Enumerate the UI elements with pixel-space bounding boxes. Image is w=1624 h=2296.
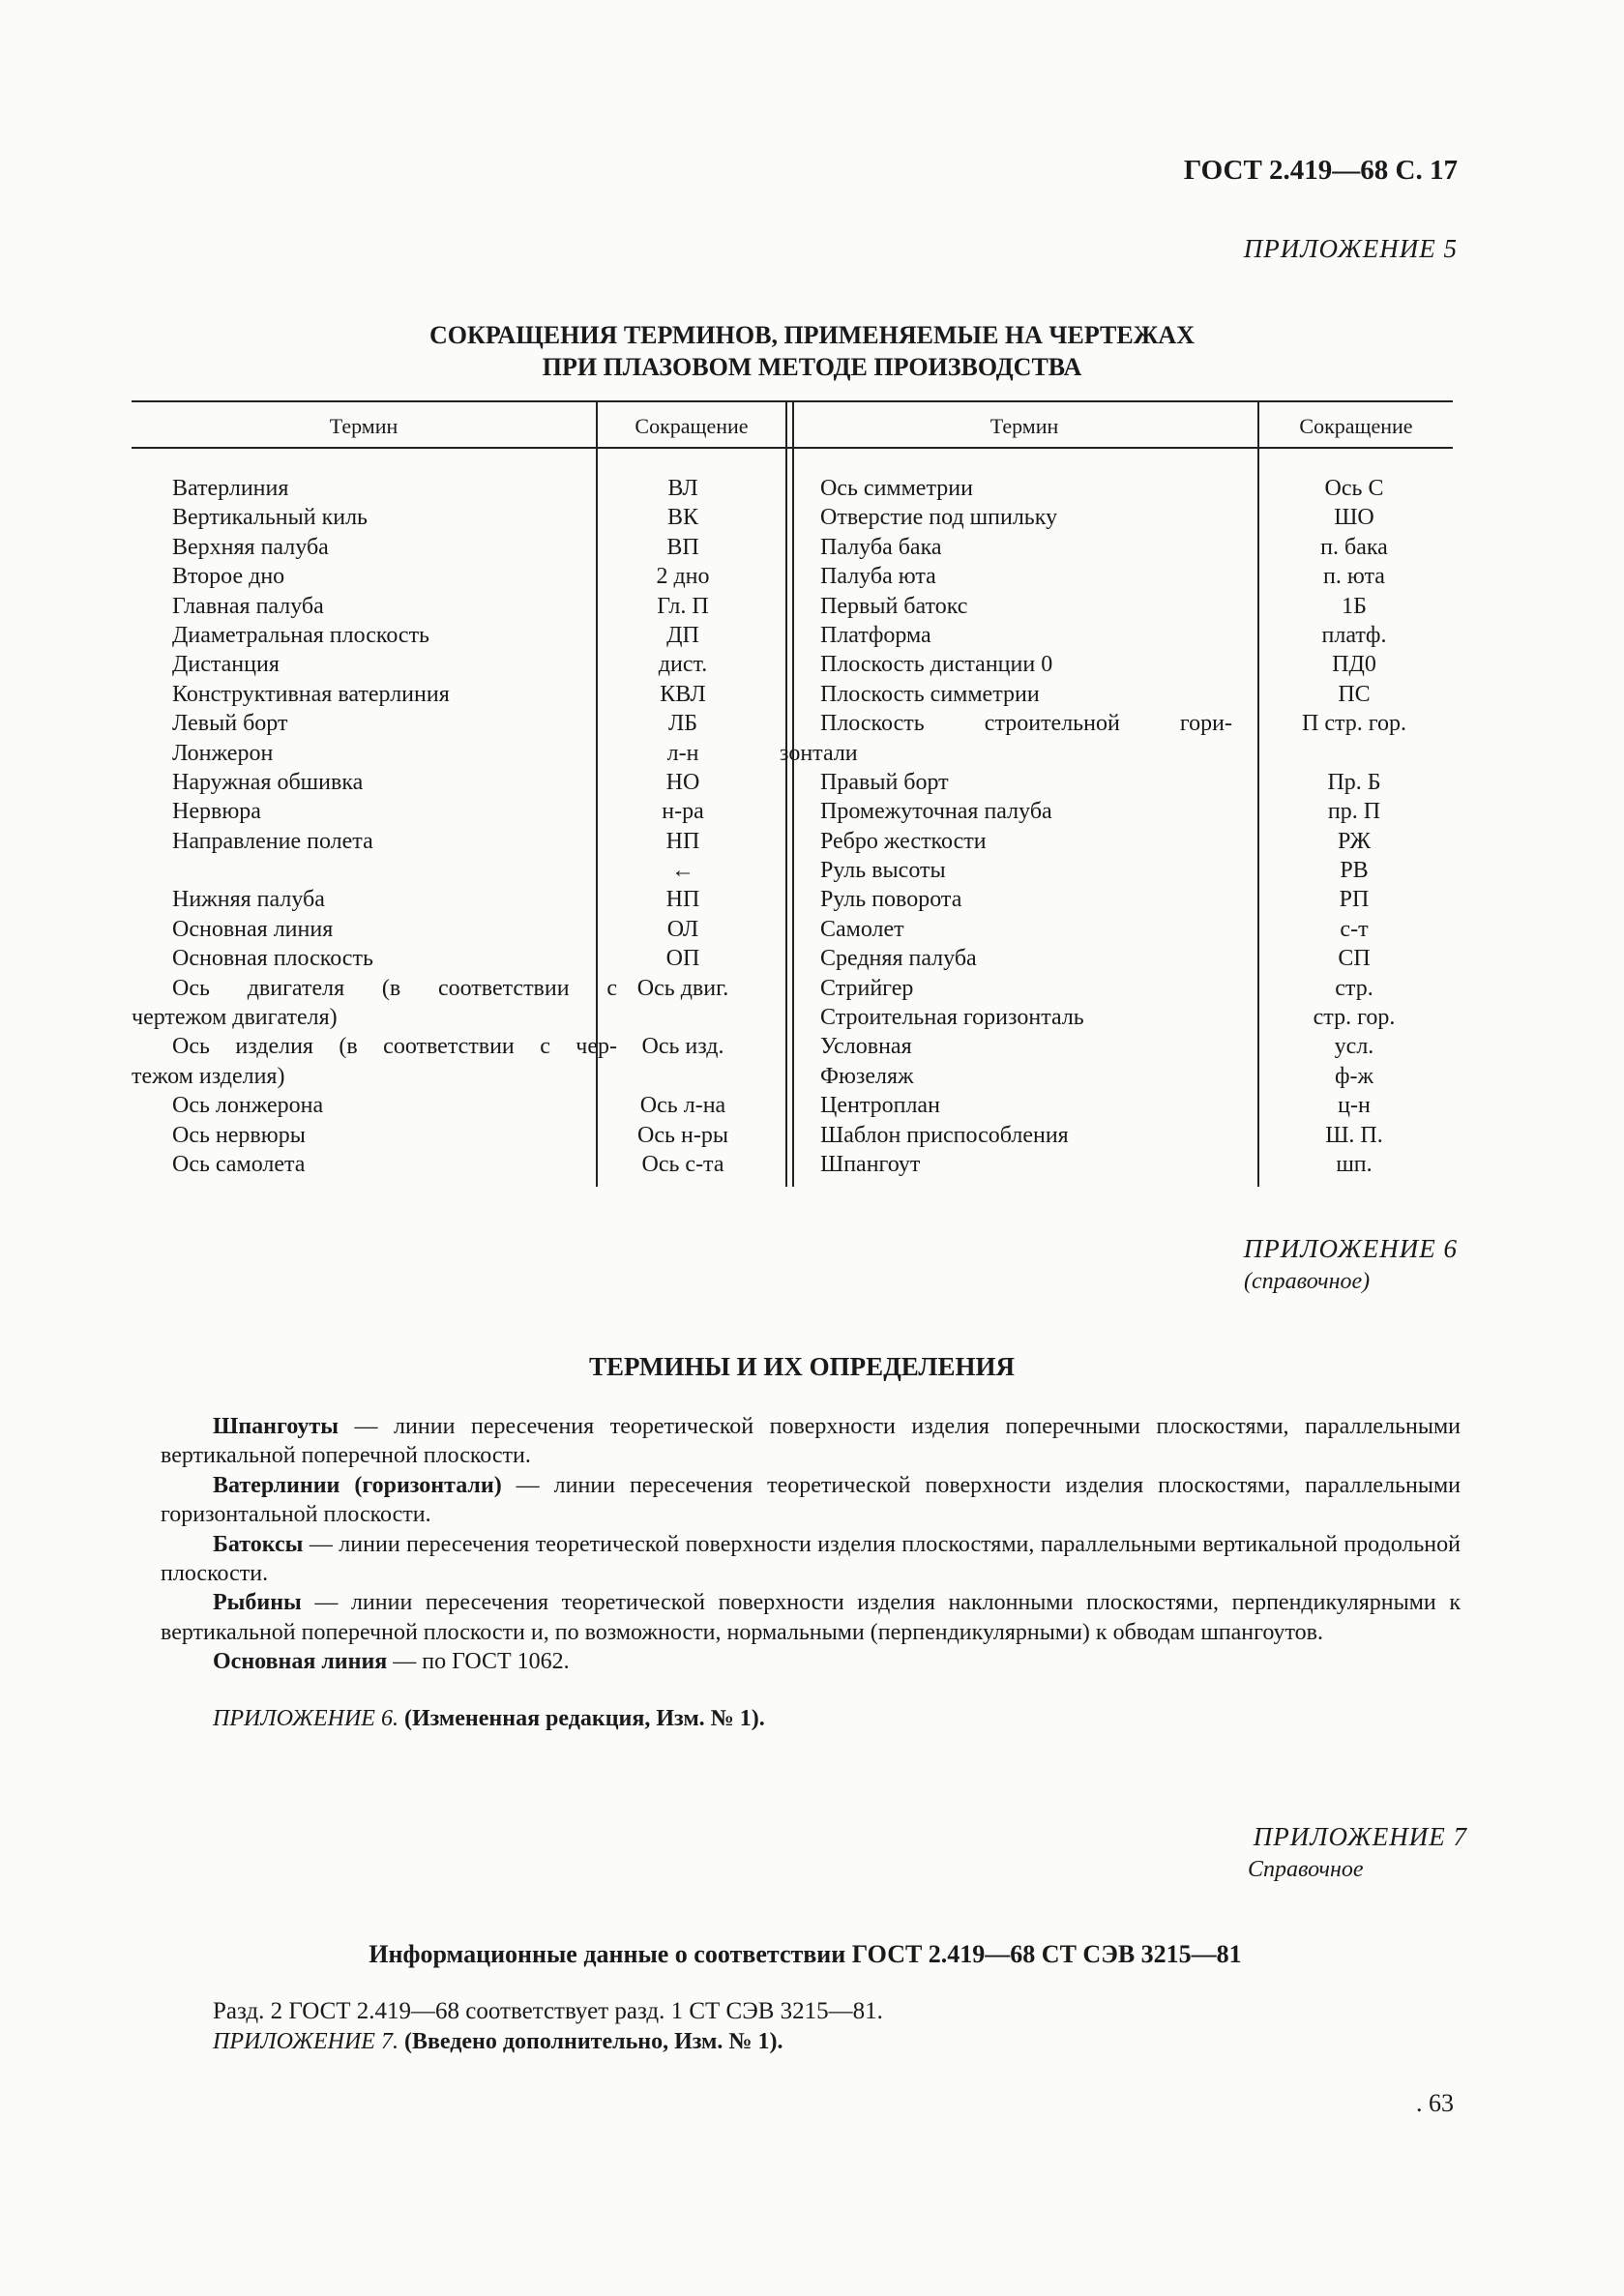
table-cell-abbr: КВЛ	[660, 681, 706, 707]
table-cell-abbr: Ось с-та	[641, 1151, 724, 1177]
table-cell-abbr: л-н	[666, 740, 699, 766]
appendix-6-sublabel: (справочное)	[1244, 1269, 1371, 1294]
table-cell-abbr: дист.	[658, 652, 708, 678]
table-cell-term: Шаблон приспособления	[820, 1122, 1069, 1148]
appendix-5-title-line1: СОКРАЩЕНИЯ ТЕРМИНОВ, ПРИМЕНЯЕМЫЕ НА ЧЕРТЕЖАХ	[429, 321, 1195, 349]
table-cell-term: Промежуточная палуба	[820, 799, 1052, 825]
table-cell-abbr	[596, 1062, 770, 1091]
definition-text: — линии пересечения теоретической поверхности изделия плоскостями, параллельными горизонтальной плоскости.	[161, 1472, 1461, 1528]
table-cell-abbr: ОП	[665, 946, 700, 972]
table-cell-term: Ось двигателя (в соответствии с	[172, 975, 617, 1001]
table-cell-term: Наружная обшивка	[172, 769, 364, 795]
appendix-6-note	[213, 1706, 765, 1732]
table-cell-abbr: 2 дно	[656, 564, 710, 590]
definition-text: — линии пересечения теоретической поверхности изделия поперечными плоскостями, параллельными вертикальной поперечной плоскости.	[161, 1414, 1461, 1469]
table-cell-term: Палуба юта	[820, 564, 936, 590]
table-cell-abbr: Ось двиг.	[636, 975, 729, 1001]
definition-paragraph	[161, 1647, 1461, 1676]
table-cell-term: Плоскость дистанции 0	[820, 652, 1053, 678]
table-cell-abbr: РЖ	[1337, 828, 1371, 854]
table-cell-abbr: Ось л-на	[639, 1093, 726, 1119]
column-header-abbr-left: Сокращение	[635, 414, 749, 438]
table-cell-abbr: Пр. Б	[1327, 769, 1381, 795]
appendix-6-note-label: ПРИЛОЖЕНИЕ 6.	[213, 1706, 399, 1731]
table-cell-term: Ось изделия (в соответствии с чер-	[172, 1034, 617, 1060]
table-cell-term: Ось симметрии	[820, 476, 973, 501]
definition-paragraph	[161, 1412, 1461, 1471]
appendix-7-note-label: ПРИЛОЖЕНИЕ 7.	[213, 2029, 399, 2054]
definition-term: Батоксы	[213, 1531, 304, 1557]
table-cell-term: Центроплан	[820, 1093, 940, 1119]
table-cell-abbr: н-ра	[662, 799, 704, 825]
table-cell-abbr: платф.	[1321, 622, 1387, 648]
table-cell-term: Ось лонжерона	[172, 1093, 324, 1119]
appendix-7-label: ПРИЛОЖЕНИЕ 7	[1253, 1822, 1467, 1851]
table-cell-term: Направление полета	[172, 828, 373, 854]
definition-paragraph	[161, 1588, 1461, 1647]
table-cell-abbr: пр. П	[1327, 799, 1381, 825]
table-cell-term: Ватерлиния	[172, 476, 289, 501]
appendix-5-title-line2: ПРИ ПЛАЗОВОМ МЕТОДЕ ПРОИЗВОДСТВА	[542, 353, 1082, 381]
table-cell-abbr: ПД0	[1332, 652, 1376, 678]
right-abbr-column	[1259, 474, 1449, 1179]
table-cell-abbr	[596, 1003, 770, 1032]
table-cell-term: Стрийгер	[820, 975, 914, 1001]
table-cell-term: Плоскость симметрии	[820, 681, 1040, 707]
appendix-7-text: Разд. 2 ГОСТ 2.419—68 соответствует разд. 1 СТ СЭВ 3215—81.	[213, 1998, 883, 2024]
table-cell-term: Ребро жесткости	[820, 828, 987, 854]
table-cell-abbr: РВ	[1340, 858, 1369, 884]
column-header-term-left: Термин	[329, 414, 399, 438]
table-cell-abbr: Ось изд.	[641, 1034, 724, 1060]
table-cell-abbr: П стр. гор.	[1301, 711, 1406, 737]
table-cell-abbr: ф-ж	[1334, 1063, 1374, 1089]
table-cell-abbr: ОЛ	[666, 916, 699, 942]
table-cell-term: Основная линия	[172, 916, 334, 942]
table-cell-term: Левый борт	[172, 711, 288, 737]
table-cell-term: Нервюра	[172, 799, 261, 825]
appendix-7-note-text: (Введено дополнительно, Изм. № 1).	[398, 2029, 783, 2054]
table-cell-abbr: ШО	[1334, 505, 1374, 531]
table-cell-term: Платформа	[820, 622, 931, 648]
table-cell-abbr: ВЛ	[667, 476, 698, 501]
table-cell-abbr: п. бака	[1320, 534, 1388, 560]
definition-text: — линии пересечения теоретической поверхности изделия плоскостями, параллельными вертикальной продольной плоскости.	[161, 1531, 1461, 1587]
table-cell-abbr: усл.	[1334, 1034, 1374, 1060]
table-cell-abbr: ПС	[1338, 681, 1371, 707]
table-cell-abbr: ц-н	[1338, 1093, 1371, 1119]
table-cell-abbr: п. юта	[1323, 564, 1385, 590]
left-abbr-column	[596, 474, 770, 1179]
table-cell-abbr: ЛБ	[667, 711, 698, 737]
table-cell-term: Диаметральная плоскость	[172, 622, 430, 648]
appendix-7-title: Информационные данные о соответствии ГОСТ 2.419—68 СТ СЭВ 3215—81	[369, 1940, 1242, 1968]
appendix-7-note	[213, 2029, 783, 2055]
abbreviations-table	[132, 400, 1453, 1187]
appendix-6-title: ТЕРМИНЫ И ИХ ОПРЕДЕЛЕНИЯ	[588, 1352, 1016, 1381]
table-cell-term: Шпангоут	[820, 1151, 921, 1177]
table-cell-abbr: Гл. П	[657, 593, 709, 619]
table-cell-term: Дистанция	[172, 652, 280, 678]
table-cell-term	[172, 856, 627, 885]
table-cell-abbr: НО	[665, 769, 700, 795]
table-cell-abbr: Ось С	[1324, 476, 1384, 501]
table-cell-abbr: НП	[665, 887, 700, 913]
table-cell-term: Второе дно	[172, 564, 285, 590]
table-cell-abbr: Ось н-ры	[637, 1122, 728, 1148]
table-cell-term: Правый борт	[820, 769, 949, 795]
page-number: . 63	[1416, 2089, 1454, 2117]
table-cell-term: Руль поворота	[820, 887, 962, 913]
table-cell-term: тежом изделия)	[132, 1063, 285, 1089]
table-cell-abbr: СП	[1338, 946, 1371, 972]
table-cell-term: Лонжерон	[172, 740, 274, 766]
table-cell-term: Отверстие под шпильку	[820, 505, 1058, 531]
appendix-5-label: ПРИЛОЖЕНИЕ 5	[1243, 234, 1458, 263]
table-cell-term: Плоскость строительной гори-	[820, 711, 1232, 737]
table-cell-term: зонтали	[780, 740, 858, 766]
table-cell-abbr: НП	[665, 828, 700, 854]
table-cell-abbr: 1Б	[1342, 593, 1367, 619]
column-header-term-right: Термин	[989, 414, 1059, 438]
table-cell-term: Первый батокс	[820, 593, 968, 619]
definitions-list	[161, 1412, 1461, 1677]
definition-term: Рыбины	[213, 1590, 302, 1616]
table-cell-term: Ось нервюры	[172, 1122, 306, 1148]
table-cell-term: Главная палуба	[172, 593, 324, 619]
definition-paragraph	[161, 1471, 1461, 1530]
definition-term: Шпангоуты	[213, 1414, 339, 1439]
appendix-7-sublabel: Справочное	[1248, 1857, 1364, 1882]
column-header-abbr-right: Сокращение	[1299, 414, 1413, 438]
table-cell-term: Основная плоскость	[172, 946, 373, 972]
table-cell-term: Вертикальный киль	[172, 505, 368, 531]
table-double-divider	[785, 400, 794, 1187]
table-cell-term: чертежом двигателя)	[132, 1005, 338, 1031]
appendix-6-label: ПРИЛОЖЕНИЕ 6	[1243, 1234, 1458, 1263]
table-cell-term: Нижняя палуба	[172, 887, 325, 913]
table-cell-term: Ось самолета	[172, 1151, 306, 1177]
definition-text: — линии пересечения теоретической поверхности изделия наклонными плоскостями, перпендикулярными к вертикальной поперечной плоскости и, по возможности, нормальными (перпендикулярными) к обводам шпангоутов.	[161, 1590, 1461, 1645]
definition-text: — по ГОСТ 1062.	[387, 1649, 570, 1675]
table-cell-abbr: ←	[671, 858, 694, 884]
appendix-5-title	[0, 319, 1624, 383]
table-cell-term: Условная	[820, 1034, 912, 1060]
table-cell-abbr: РП	[1339, 887, 1370, 913]
table-cell-term: Палуба бака	[820, 534, 942, 560]
appendix-6-note-text: (Измененная редакция, Изм. № 1).	[398, 1706, 765, 1731]
table-cell-term: Руль высоты	[820, 858, 946, 884]
page-header: ГОСТ 2.419—68 С. 17	[1183, 155, 1458, 186]
table-cell-abbr: ДП	[666, 622, 699, 648]
table-cell-term: Строительная горизонталь	[820, 1005, 1084, 1031]
definition-term: Ватерлинии (горизонтали)	[213, 1472, 502, 1498]
left-terms-column	[132, 474, 627, 1179]
table-cell-term: Верхняя палуба	[172, 534, 329, 560]
definition-term: Основная линия	[213, 1649, 388, 1675]
table-cell-term: Конструктивная ватерлиния	[172, 681, 450, 707]
table-cell-abbr: Ш. П.	[1325, 1122, 1383, 1148]
table-cell-term: Самолет	[820, 916, 904, 942]
table-cell-abbr	[1259, 739, 1449, 768]
table-cell-abbr: ВП	[666, 534, 699, 560]
table-cell-term: Фюзеляж	[820, 1063, 914, 1089]
table-cell-abbr: шп.	[1336, 1151, 1373, 1177]
table-cell-abbr: ВК	[666, 505, 698, 531]
table-cell-abbr: стр. гор.	[1313, 1005, 1396, 1031]
table-cell-abbr: с-т	[1340, 916, 1369, 942]
table-cell-abbr: стр.	[1335, 975, 1373, 1001]
definition-paragraph	[161, 1530, 1461, 1589]
table-cell-term: Средняя палуба	[820, 946, 977, 972]
